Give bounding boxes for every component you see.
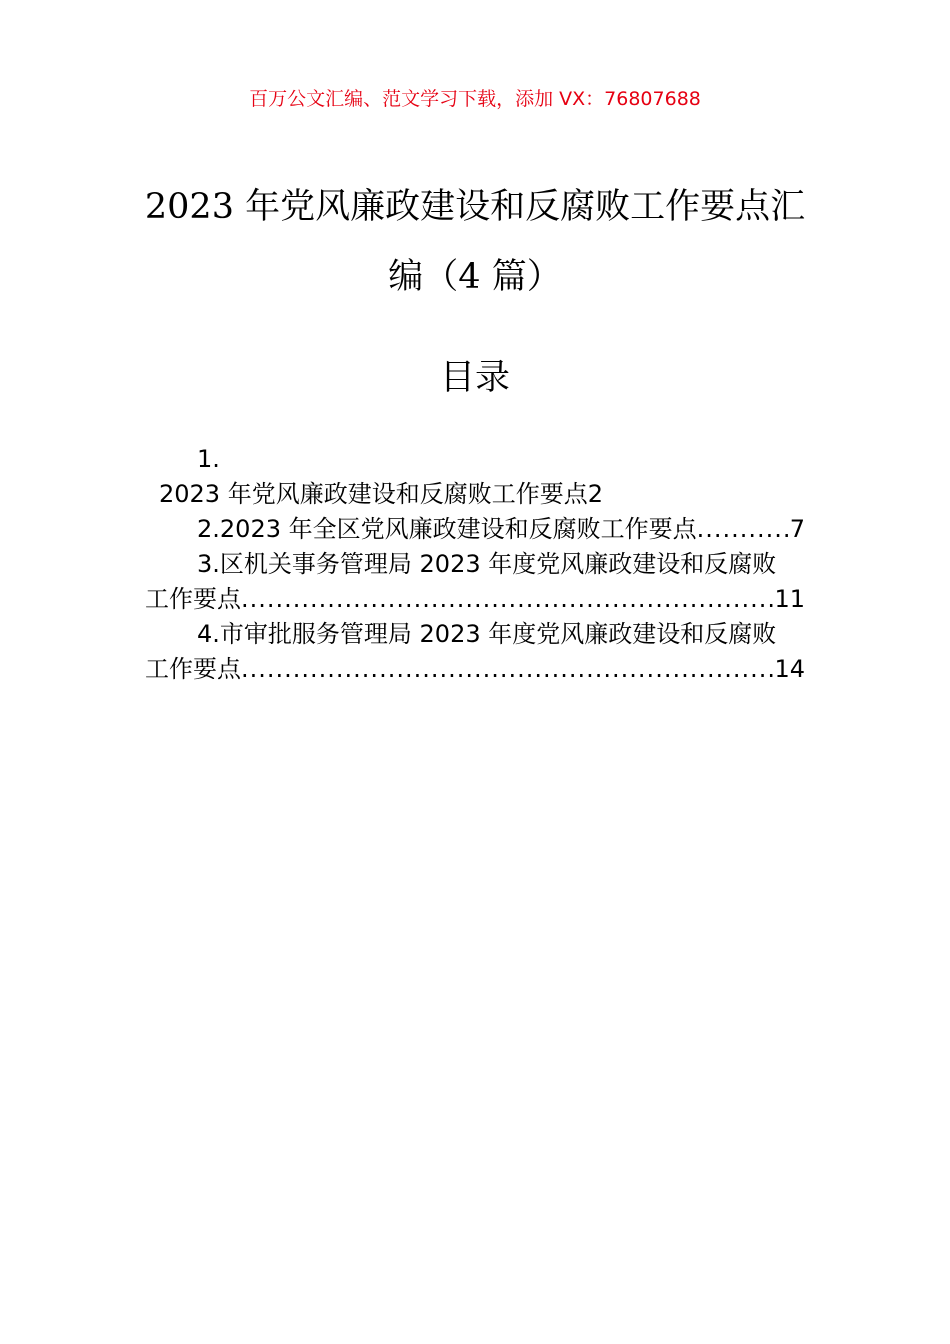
toc-item-3-line-2[interactable]	[145, 582, 805, 617]
document-title	[140, 172, 810, 312]
toc-item-2-text: 2.2023 年全区党风廉政建设和反腐败工作要点	[197, 515, 697, 543]
toc-item-2[interactable]	[145, 512, 805, 547]
toc-item-3-leader	[241, 582, 774, 617]
header-watermark-note: 百万公文汇编、范文学习下载，添加 VX：76807688	[249, 88, 701, 110]
toc-item-4-page: 14	[774, 655, 805, 683]
toc-item-1-number[interactable]: 1.	[197, 445, 220, 473]
toc-item-2-leader	[697, 512, 790, 547]
toc-item-1-page: 2	[587, 480, 603, 508]
toc-item-1-text: 2023 年党风廉政建设和反腐败工作要点	[159, 480, 588, 508]
toc-item-4-line-1[interactable]: 4.市审批服务管理局 2023 年度党风廉政建设和反腐败	[197, 620, 777, 648]
toc-item-4-text: 工作要点	[145, 655, 241, 683]
toc-item-3-line-1[interactable]: 3.区机关事务管理局 2023 年度党风廉政建设和反腐败	[197, 550, 777, 578]
toc-item-3-text: 工作要点	[145, 585, 241, 613]
toc-item-2-page: 7	[789, 515, 805, 543]
toc-item-4-line-2[interactable]	[145, 652, 805, 687]
toc-item-1[interactable]	[145, 477, 805, 512]
table-of-contents	[145, 442, 805, 687]
document-title-line-2: 编（4 篇）	[388, 257, 562, 297]
toc-item-4-leader	[241, 652, 774, 687]
toc-heading: 目录	[439, 358, 510, 398]
document-title-line-1: 2023 年党风廉政建设和反腐败工作要点汇	[144, 187, 806, 227]
toc-item-3-page: 11	[774, 585, 805, 613]
